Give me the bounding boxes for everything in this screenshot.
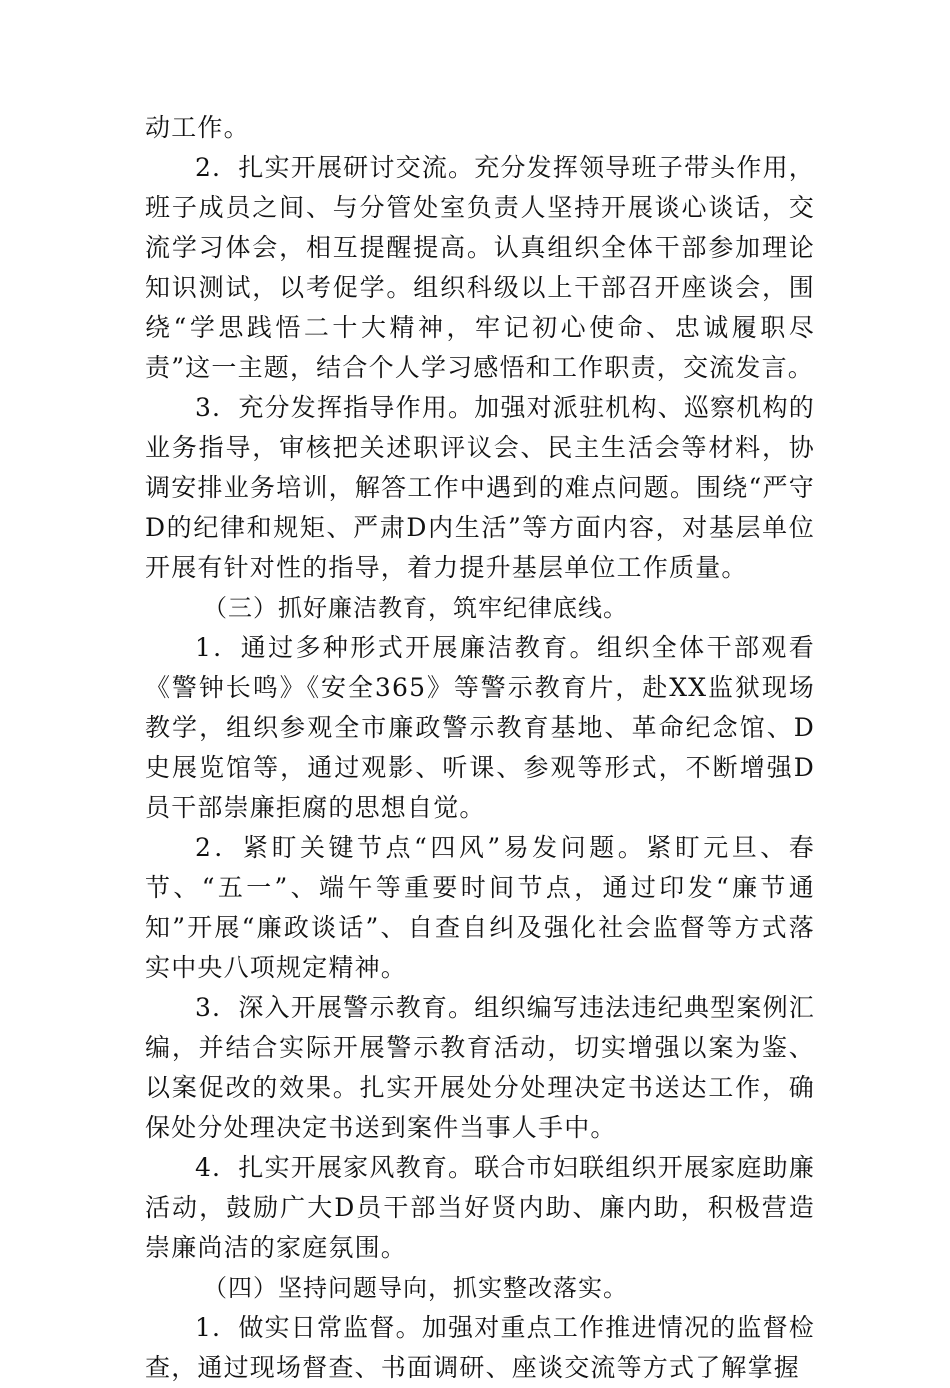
- section-heading-integrity-education: （三）抓好廉洁教育，筑牢纪律底线。: [203, 594, 628, 622]
- paragraph-item-integrity-forms: 1．通过多种形式开展廉洁教育。组织全体干部观看《警钟长鸣》《安全365》等警示教育片，赴XX监狱现场教学，组织参观全市廉政警示教育基地、革命纪念馆、D史展览馆等，通过观影、听课、参观等形式，不断增强D员干部崇廉拒腐的思想自觉。: [145, 633, 815, 822]
- paragraph-item-key-nodes: 2．紧盯关键节点“四风”易发问题。紧盯元旦、春节、“五一”、端午等重要时间节点，通过印发“廉节通知”开展“廉政谈话”、自查自纠及强化社会监督等方式落实中央八项规定精神。: [145, 833, 815, 982]
- section-heading-problem-oriented: （四）坚持问题导向，抓实整改落实。: [203, 1274, 628, 1302]
- paragraph-item-guidance-role: 3．充分发挥指导作用。加强对派驻机构、巡察机构的业务指导，审核把关述职评议会、民主生活会等材料，协调安排业务培训，解答工作中遇到的难点问题。围绕“严守D的纪律和规矩、严肃D内生活”等方面内容，对基层单位开展有针对性的指导，着力提升基层单位工作质量。: [145, 393, 815, 582]
- paragraph-item-warning-education: 3．深入开展警示教育。组织编写违法违纪典型案例汇编，并结合实际开展警示教育活动，切实增强以案为鉴、以案促改的效果。扎实开展处分处理决定书送达工作，确保处分处理决定书送到案件当事人手中。: [145, 993, 815, 1142]
- document-body: [145, 108, 815, 1388]
- paragraph-item-family-education: 4．扎实开展家风教育。联合市妇联组织开展家庭助廉活动，鼓励广大D员干部当好贤内助、廉内助，积极营造崇廉尚洁的家庭氛围。: [145, 1153, 815, 1262]
- paragraph-continuation: 动工作。: [145, 113, 250, 142]
- paragraph-item-research-exchange: 2．扎实开展研讨交流。充分发挥领导班子带头作用，班子成员之间、与分管处室负责人坚持开展谈心谈话，交流学习体会，相互提醒提高。认真组织全体干部参加理论知识测试，以考促学。组织科级以上干部召开座谈会，围绕“学思践悟二十大精神，牢记初心使命、忠诚履职尽责”这一主题，结合个人学习感悟和工作职责，交流发言。: [145, 153, 815, 382]
- paragraph-item-daily-supervision: 1．做实日常监督。加强对重点工作推进情况的监督检查，通过现场督查、书面调研、座谈交流等方式了解掌握: [145, 1313, 815, 1382]
